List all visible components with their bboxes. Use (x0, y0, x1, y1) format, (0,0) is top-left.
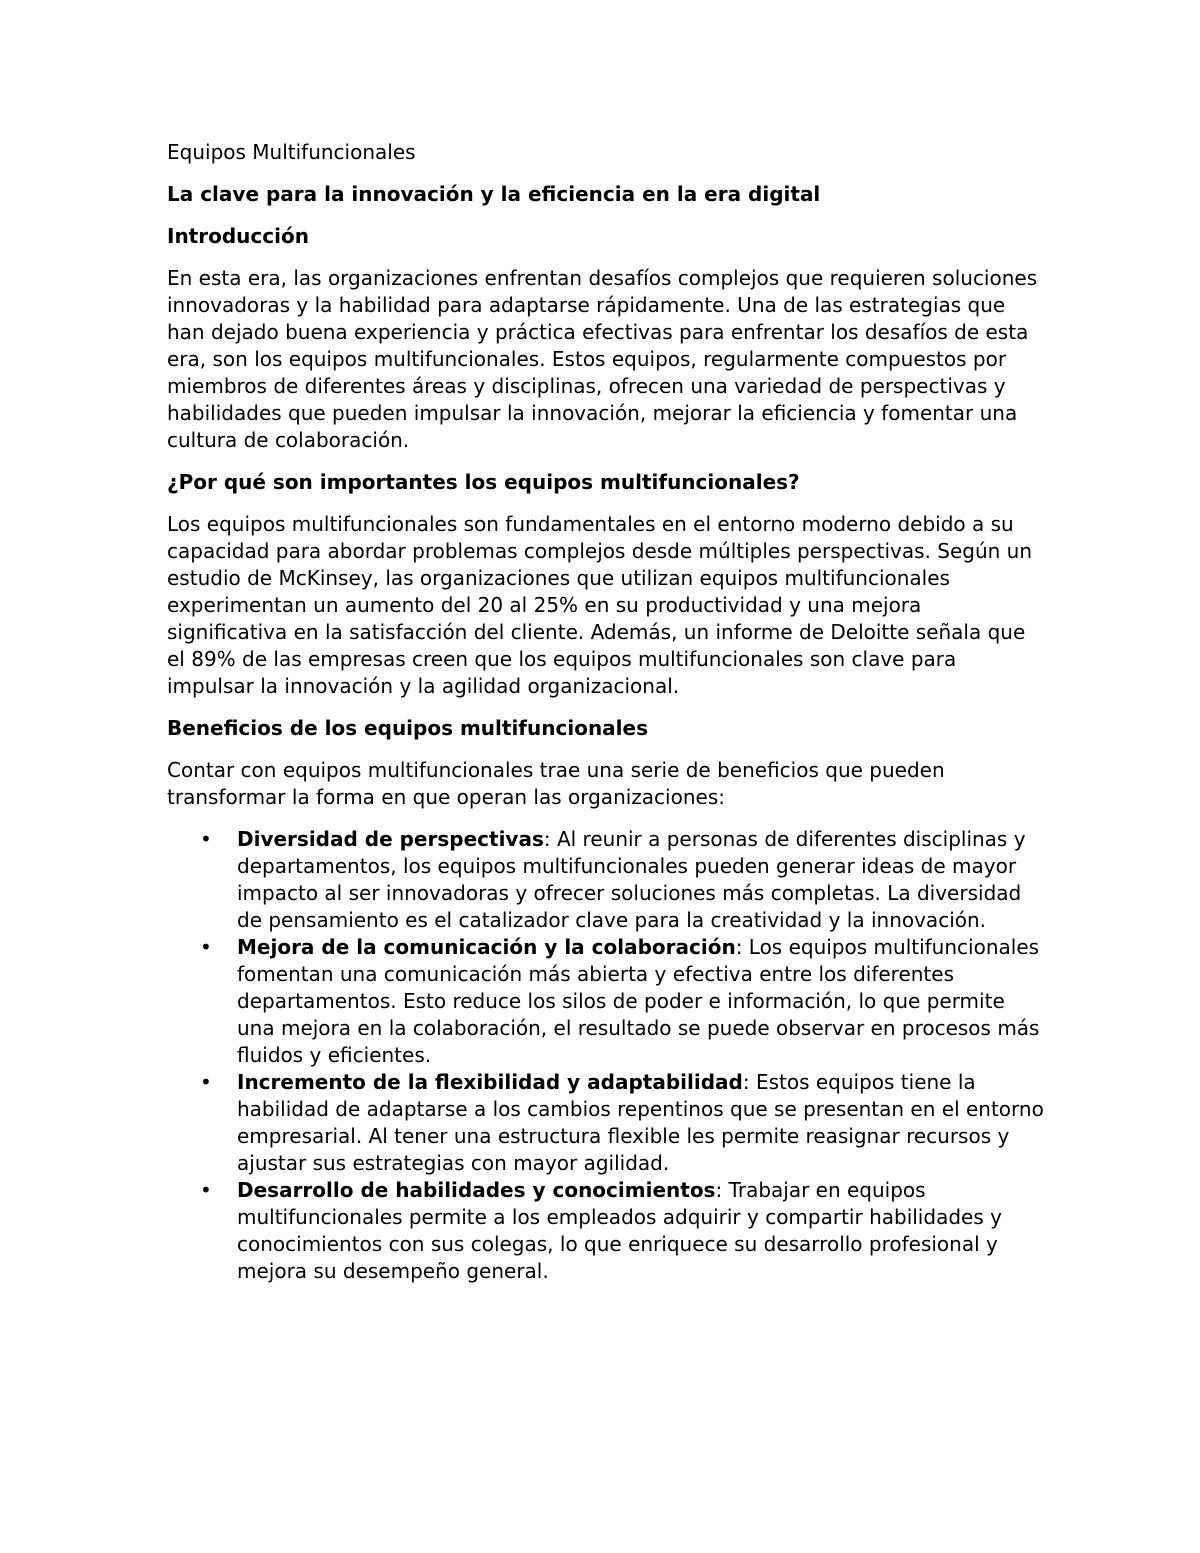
document-title: Equipos Multifuncionales (167, 140, 416, 164)
benefit-term: Mejora de la comunicación y la colaboración (237, 935, 736, 959)
benefits-heading: Beneficios de los equipos multifuncionales (167, 716, 648, 740)
bullet-icon: • (200, 1070, 212, 1094)
list-item (167, 934, 1047, 1069)
benefit-term: Diversidad de perspectivas (237, 827, 544, 851)
benefit-text: : Al reunir a personas de diferentes disciplinas y departamentos, los equipos multifuncionales pueden generar ideas de mayor impacto al ser innovadoras y ofrecer soluciones más completas. La diversidad de pensamiento es el catalizador clave para la creatividad y la innovación. (237, 827, 1026, 932)
bullet-icon: • (200, 827, 212, 851)
benefits-intro-paragraph: Contar con equipos multifuncionales trae una serie de beneficios que pueden transformar la forma en que operan las organizaciones: (167, 758, 945, 809)
benefit-text: : Trabajar en equipos multifuncionales permite a los empleados adquirir y compartir habilidades y conocimientos con sus colegas, lo que enriquece su desarrollo profesional y mejora su desempeño general. (237, 1178, 1002, 1283)
intro-paragraph: En esta era, las organizaciones enfrentan desafíos complejos que requieren soluciones innovadoras y la habilidad para adaptarse rápidamente. Una de las estrategias que han dejado buena experiencia y práctica efectivas para enfrentar los desafíos de esta era, son los equipos multifuncionales. Estos equipos, regularmente compuestos por miembros de diferentes áreas y disciplinas, ofrecen una variedad de perspectivas y habilidades que pueden impulsar la innovación, mejorar la eficiencia y fomentar una cultura de colaboración. (167, 266, 1038, 452)
document-page (167, 138, 1047, 1285)
benefits-list (167, 826, 1047, 1285)
benefit-term: Desarrollo de habilidades y conocimientos (237, 1178, 716, 1202)
bullet-icon: • (200, 1178, 212, 1202)
why-paragraph: Los equipos multifuncionales son fundamentales en el entorno moderno debido a su capacidad para abordar problemas complejos desde múltiples perspectivas. Según un estudio de McKinsey, las organizaciones que utilizan equipos multifuncionales experimentan un aumento del 20 al 25% en su productividad y una mejora significativa en la satisfacción del cliente. Además, un informe de Deloitte señala que el 89% de las empresas creen que los equipos multifuncionales son clave para impulsar la innovación y la agilidad organizacional. (167, 512, 1033, 698)
why-heading: ¿Por qué son importantes los equipos multifuncionales? (167, 470, 800, 494)
list-item (167, 1177, 1047, 1285)
intro-heading: Introducción (167, 224, 309, 248)
benefit-text: : Los equipos multifuncionales fomentan una comunicación más abierta y efectiva entre los diferentes departamentos. Esto reduce los silos de poder e información, lo que permite una mejora en la colaboración, el resultado se puede observar en procesos más fluidos y eficientes. (237, 935, 1040, 1067)
bullet-icon: • (200, 935, 212, 959)
list-item (167, 1069, 1047, 1177)
benefit-text: : Estos equipos tiene la habilidad de adaptarse a los cambios repentinos que se presentan en el entorno empresarial. Al tener una estructura flexible les permite reasignar recursos y ajustar sus estrategias con mayor agilidad. (237, 1070, 1044, 1175)
benefit-term: Incremento de la flexibilidad y adaptabilidad (237, 1070, 743, 1094)
list-item (167, 826, 1047, 934)
document-subtitle: La clave para la innovación y la eficiencia en la era digital (167, 182, 821, 206)
